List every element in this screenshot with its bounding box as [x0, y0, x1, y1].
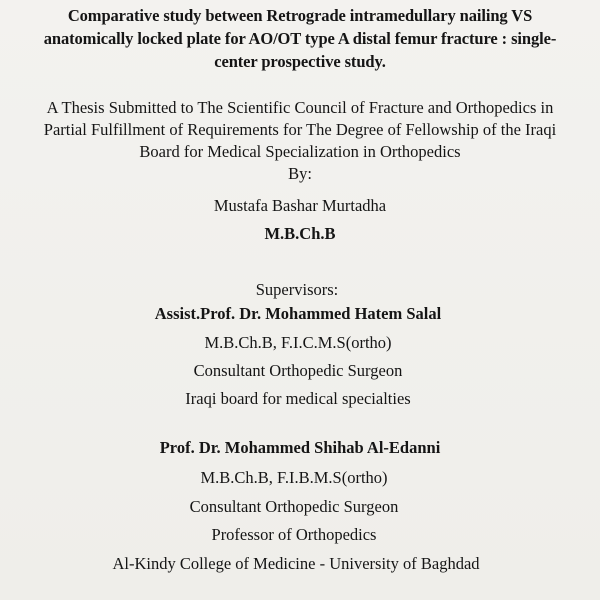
author-degree: M.B.Ch.B [264, 224, 336, 243]
supervisor-1-affiliation: Iraqi board for medical specialties [185, 389, 411, 408]
submission-line-3: Board for Medical Specialization in Orthopedics [139, 142, 461, 161]
supervisor-2-name: Prof. Dr. Mohammed Shihab Al-Edanni [159, 438, 441, 457]
supervisor-2-affiliation: Al-Kindy College of Medicine - University of Baghdad [112, 554, 480, 573]
supervisor-1-role: Consultant Orthopedic Surgeon [193, 361, 403, 380]
thesis-title-line-2: anatomically locked plate for AO/OT type A distal femur fracture : single- [43, 29, 557, 48]
supervisor-2-role: Consultant Orthopedic Surgeon [189, 497, 399, 516]
by-label: By: [288, 164, 312, 183]
supervisors-label: Supervisors: [255, 280, 339, 299]
supervisor-2-degrees: M.B.Ch.B, F.I.B.M.S(ortho) [200, 468, 388, 487]
supervisor-1-degrees: M.B.Ch.B, F.I.C.M.S(ortho) [204, 333, 392, 352]
supervisor-1-name: Assist.Prof. Dr. Mohammed Hatem Salal [154, 304, 442, 323]
supervisor-2-title: Professor of Orthopedics [211, 525, 377, 544]
thesis-title-line-3: center prospective study. [214, 52, 386, 71]
author-name: Mustafa Bashar Murtadha [213, 196, 387, 215]
thesis-title-line-1: Comparative study between Retrograde intramedullary nailing VS [67, 6, 533, 25]
submission-line-1: A Thesis Submitted to The Scientific Council of Fracture and Orthopedics in [46, 98, 554, 117]
submission-line-2: Partial Fulfillment of Requirements for The Degree of Fellowship of the Iraqi [43, 120, 557, 139]
